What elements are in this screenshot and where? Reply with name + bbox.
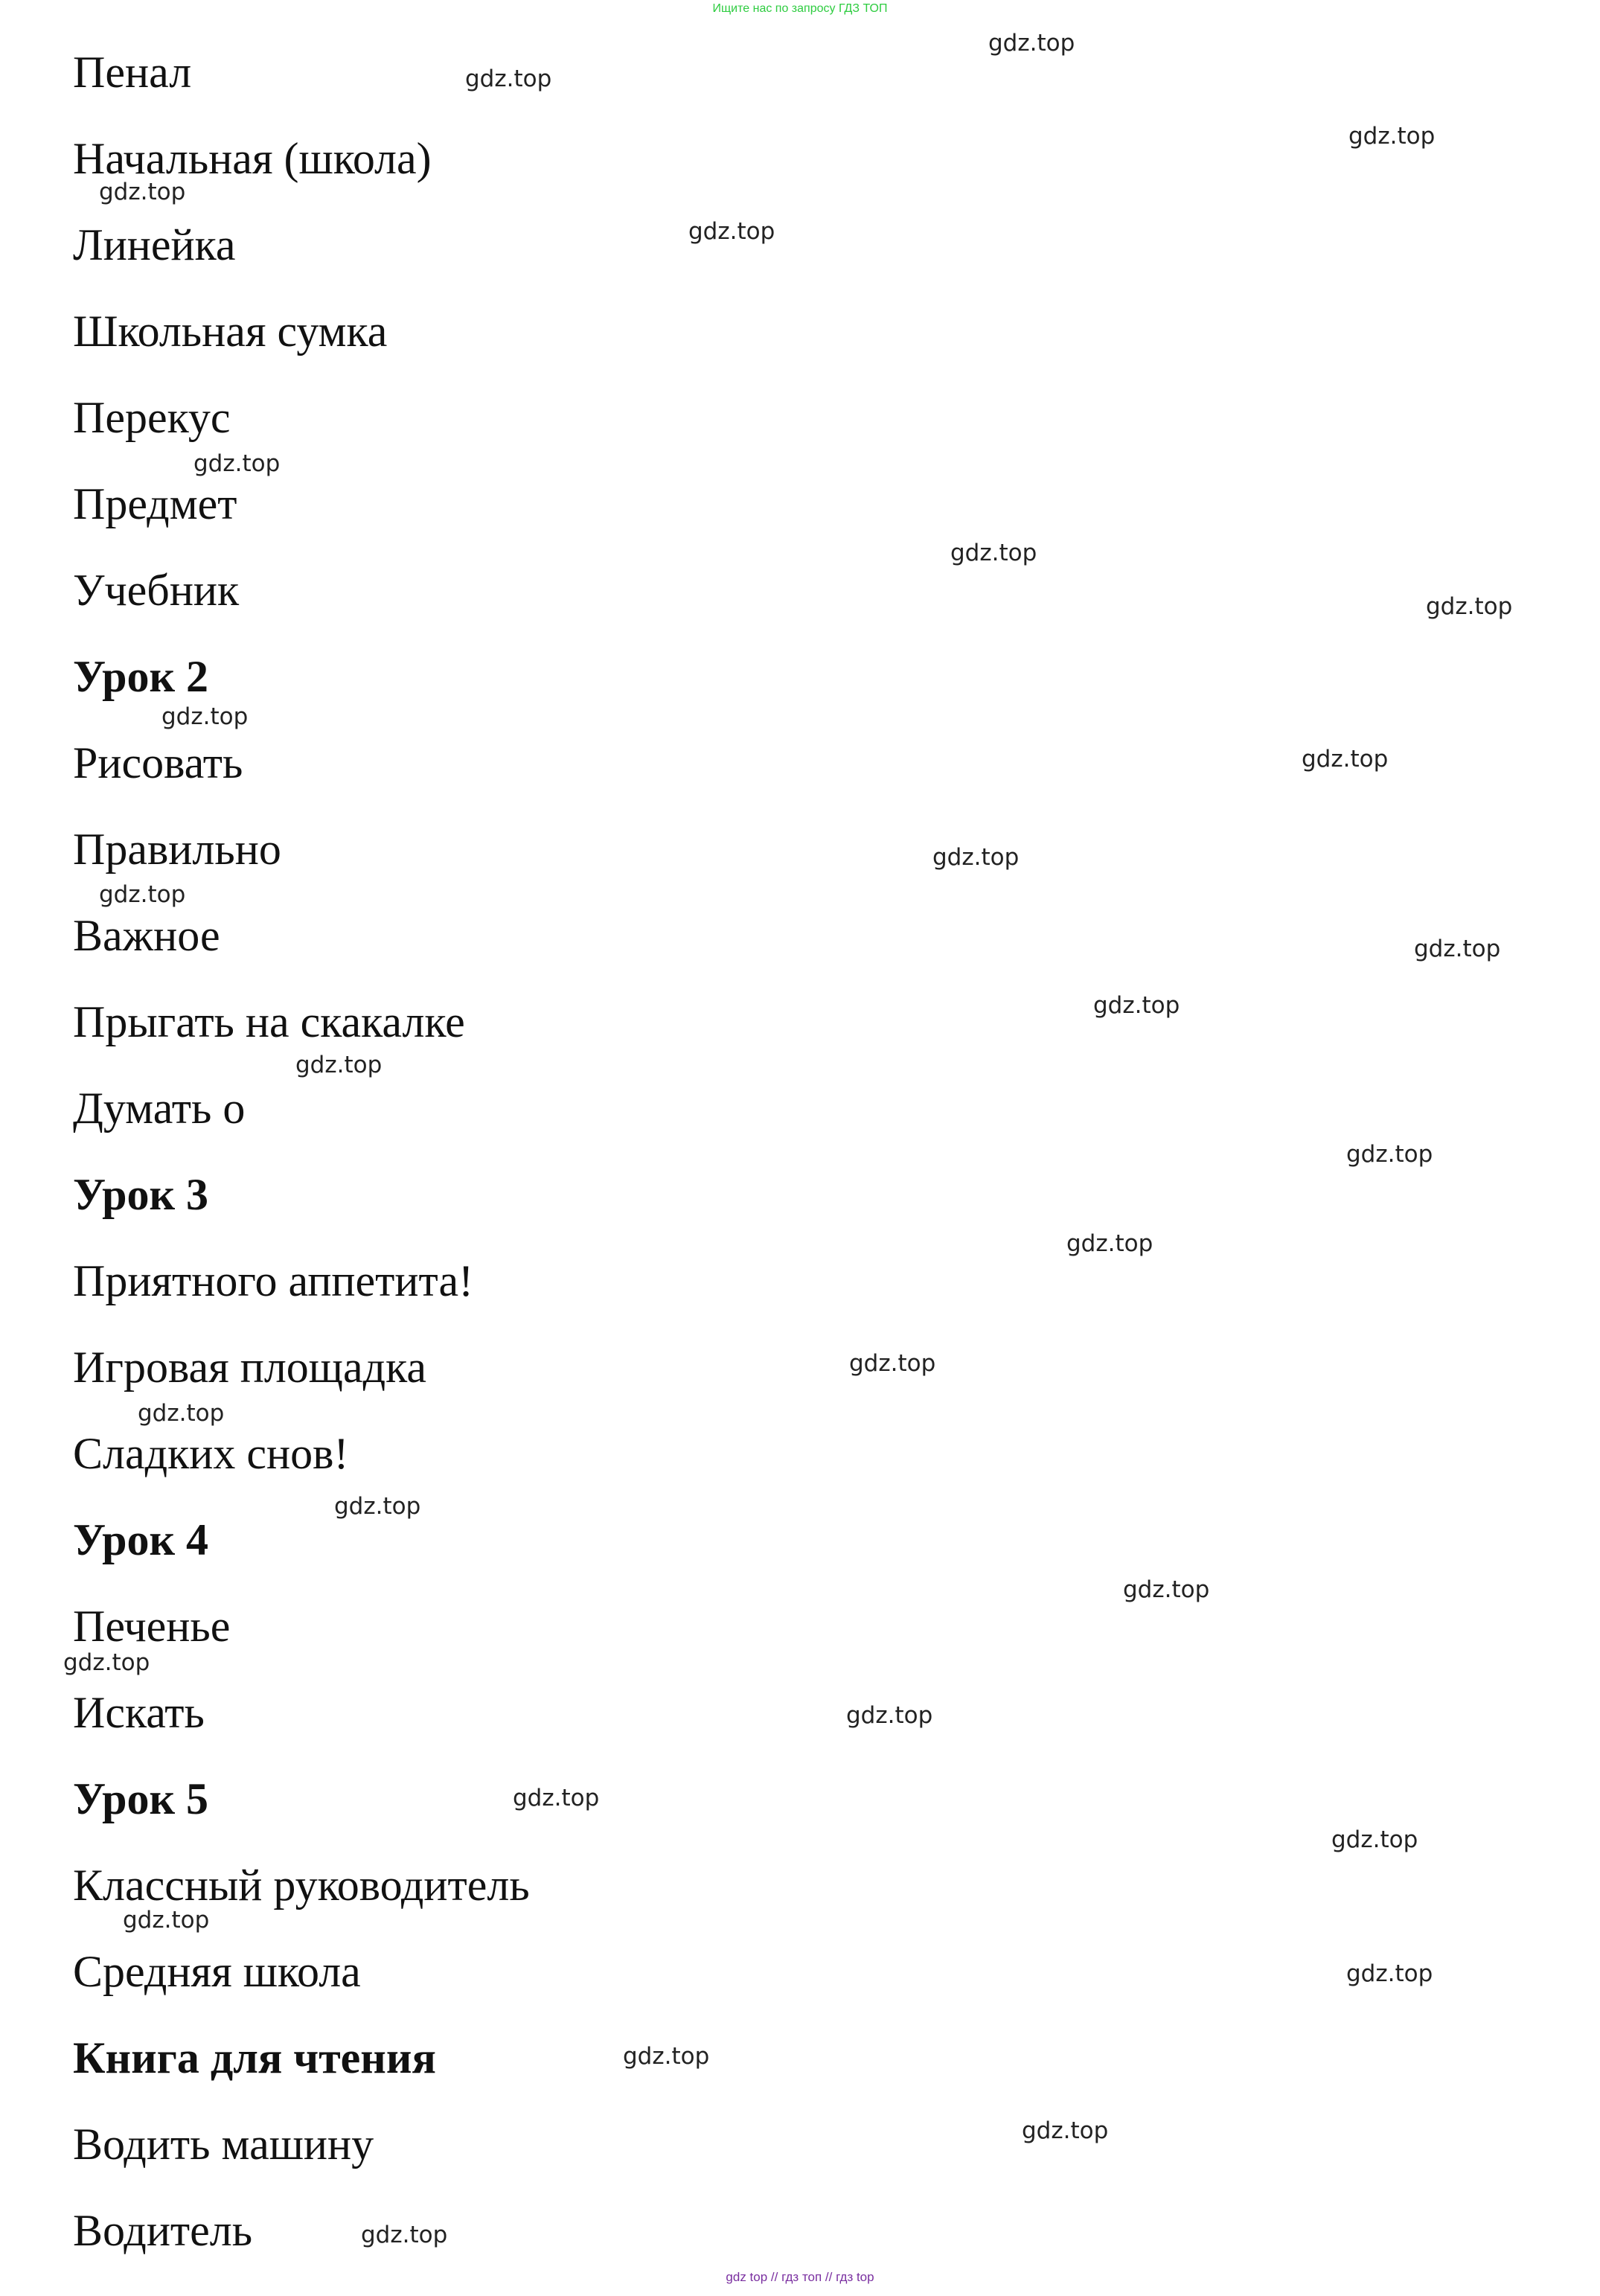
watermark: gdz.top (123, 1907, 210, 1934)
watermark: gdz.top (193, 450, 281, 477)
watermark: gdz.top (1414, 936, 1501, 962)
section-heading: Книга для чтения (73, 2033, 436, 2082)
watermark: gdz.top (1066, 1230, 1153, 1257)
list-item: Водить машину (73, 2120, 374, 2169)
list-item: Предмет (73, 479, 237, 528)
watermark: gdz.top (1093, 992, 1180, 1019)
watermark: gdz.top (932, 844, 1020, 871)
watermark: gdz.top (161, 703, 249, 730)
list-item: Искать (73, 1688, 205, 1737)
watermark: gdz.top (513, 1785, 600, 1811)
watermark: gdz.top (1348, 123, 1436, 150)
list-item: Думать о (73, 1084, 246, 1133)
list-item: Средняя школа (73, 1947, 361, 1996)
watermark: gdz.top (1346, 1141, 1433, 1168)
watermark: gdz.top (1302, 746, 1389, 773)
top-banner: Ищите нас по запросу ГДЗ ТОП (712, 2, 888, 15)
list-item: Пенал (73, 48, 192, 97)
list-item: Водитель (73, 2206, 253, 2255)
list-item: Начальная (школа) (73, 134, 432, 183)
watermark: gdz.top (688, 218, 775, 245)
watermark: gdz.top (1123, 1576, 1210, 1603)
list-item: Учебник (73, 566, 240, 615)
list-item: Школьная сумка (73, 307, 388, 356)
watermark: gdz.top (846, 1702, 933, 1729)
watermark: gdz.top (1426, 593, 1513, 620)
vocabulary-list (73, 39, 530, 2283)
footer-text: gdz top // гдз топ // гдз top (726, 2270, 874, 2284)
watermark: gdz.top (63, 1649, 150, 1676)
section-heading: Урок 3 (73, 1170, 209, 1219)
watermark: gdz.top (99, 179, 186, 205)
watermark: gdz.top (295, 1052, 383, 1078)
watermark: gdz.top (465, 65, 552, 92)
list-item: Классный руководитель (73, 1861, 530, 1910)
list-item: Линейка (73, 220, 236, 269)
watermark: gdz.top (361, 2222, 448, 2248)
list-item: Приятного аппетита! (73, 1256, 474, 1305)
section-heading: Урок 5 (73, 1774, 209, 1823)
watermark: gdz.top (1022, 2117, 1109, 2144)
watermark: gdz.top (988, 30, 1075, 57)
watermark: gdz.top (623, 2043, 710, 2070)
list-item: Прыгать на скакалке (73, 997, 465, 1046)
list-item: Игровая площадка (73, 1343, 426, 1392)
section-heading: Урок 4 (73, 1515, 209, 1564)
watermark: gdz.top (138, 1400, 225, 1427)
list-item: Рисовать (73, 738, 243, 787)
section-heading: Урок 2 (73, 652, 209, 701)
list-item: Перекус (73, 393, 231, 442)
watermark: gdz.top (1346, 1960, 1433, 1987)
watermark: gdz.top (99, 881, 186, 908)
watermark: gdz.top (849, 1350, 936, 1377)
watermark: gdz.top (950, 540, 1037, 566)
list-item: Печенье (73, 1602, 231, 1651)
watermark: gdz.top (334, 1493, 421, 1520)
watermark: gdz.top (1331, 1826, 1418, 1853)
list-item: Важное (73, 911, 220, 960)
list-item: Сладких снов! (73, 1429, 349, 1478)
list-item: Правильно (73, 825, 281, 874)
